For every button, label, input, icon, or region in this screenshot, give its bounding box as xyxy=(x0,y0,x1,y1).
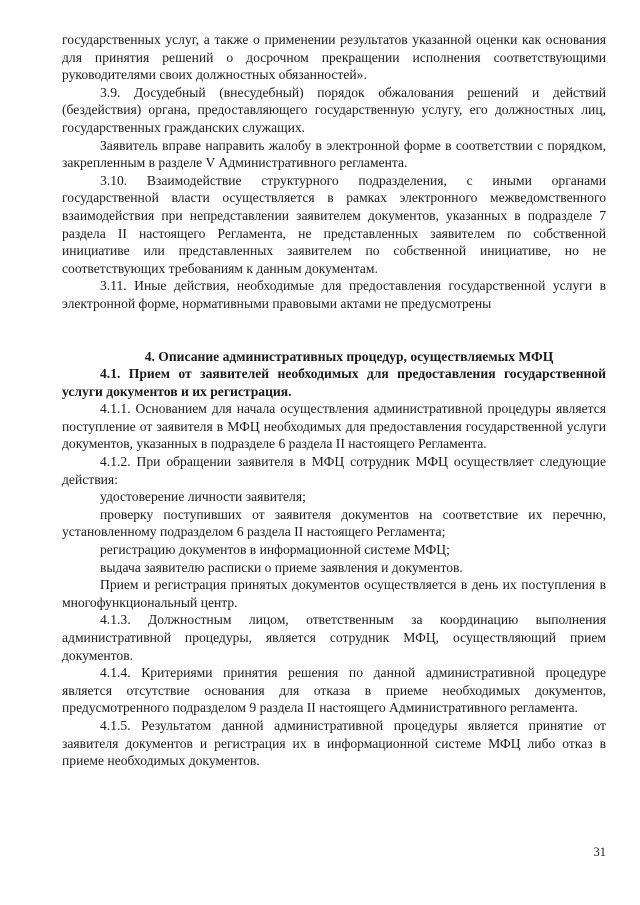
section-gap xyxy=(62,313,606,348)
paragraph-reception-day: Прием и регистрация принятых документов осуществляется в день их поступления в многофункциональный центр. xyxy=(62,577,606,610)
paragraph-continuation: государственных услуг, а также о применении результатов указанной оценки как основания для принятия решений о досрочном прекращении исполнения соответствующими руководителями своих должностных обязанностей». xyxy=(62,32,606,83)
paragraph-3-10: 3.10. Взаимодействие структурного подразделения, с иными органами государственной власти осуществляется в рамках электронного межведомственного взаимодействия при непредставлении заявителем документов, указанных в подразделе 7 раздела II настоящего Регламента, не представленных заявителем по собственной инициативе или представленных заявителем по собственной инициативе, но не соответствующих требованиям к данным документам. xyxy=(62,172,606,276)
page-number: 31 xyxy=(593,845,606,859)
list-item-identity: удостоверение личности заявителя; xyxy=(100,489,306,505)
section-heading: 4. Описание административных процедур, осуществляемых МФЦ xyxy=(144,348,554,364)
paragraph-4-1-2: 4.1.2. При обращении заявителя в МФЦ сотрудник МФЦ осуществляет следующие действия: xyxy=(62,454,606,487)
paragraph-3-9: 3.9. Досудебный (внесудебный) порядок обжалования решений и действий (бездействия) органа, предоставляющего государственную услугу, его должностных лиц, государственных гражданских служащих. xyxy=(62,84,606,135)
paragraph-4-1-5: 4.1.5. Результатом данной административной процедуры является принятие от заявителя документов и регистрация их в информационной системе МФЦ либо отказ в приеме необходимых документов. xyxy=(62,717,606,769)
paragraph-4-1-4: 4.1.4. Критериями принятия решения по данной административной процедуре является отсутствие основания для отказа в приеме необходимых документов, предусмотренного подразделом 9 раздела II настоящего Административного регламента. xyxy=(62,665,606,716)
paragraph-3-11: 3.11. Иные действия, необходимые для предоставления государственной услуги в электронной форме, нормативными правовыми актами не предусмотрены xyxy=(62,278,606,311)
list-item-receipt: выдача заявителю расписки о приеме заявления и документов. xyxy=(100,559,463,575)
subsection-heading: 4.1. Прием от заявителей необходимых для предоставления государственной услуги документов и их регистрация. xyxy=(62,366,606,399)
paragraph-complaint: Заявитель вправе направить жалобу в электронной форме в соответствии с порядком, закрепленным в разделе V Административного регламента. xyxy=(62,137,606,171)
paragraph-4-1-1: 4.1.1. Основанием для начала осуществления административной процедуры является поступление от заявителя в МФЦ необходимых для предоставления государственной услуги документов, указанных в подразделе 6 раздела II настоящего Регламента. xyxy=(62,401,606,452)
list-item-registration: регистрацию документов в информационной системе МФЦ; xyxy=(100,542,450,558)
list-item-check-documents: проверку поступивших от заявителя документов на соответствие их перечню, установленному подразделом 6 раздела II настоящего Регламента; xyxy=(62,506,606,540)
paragraph-4-1-3: 4.1.3. Должностным лицом, ответственным за координацию выполнения административной процедуры, является сотрудник МФЦ, осуществляющий прием документов. xyxy=(62,612,606,663)
